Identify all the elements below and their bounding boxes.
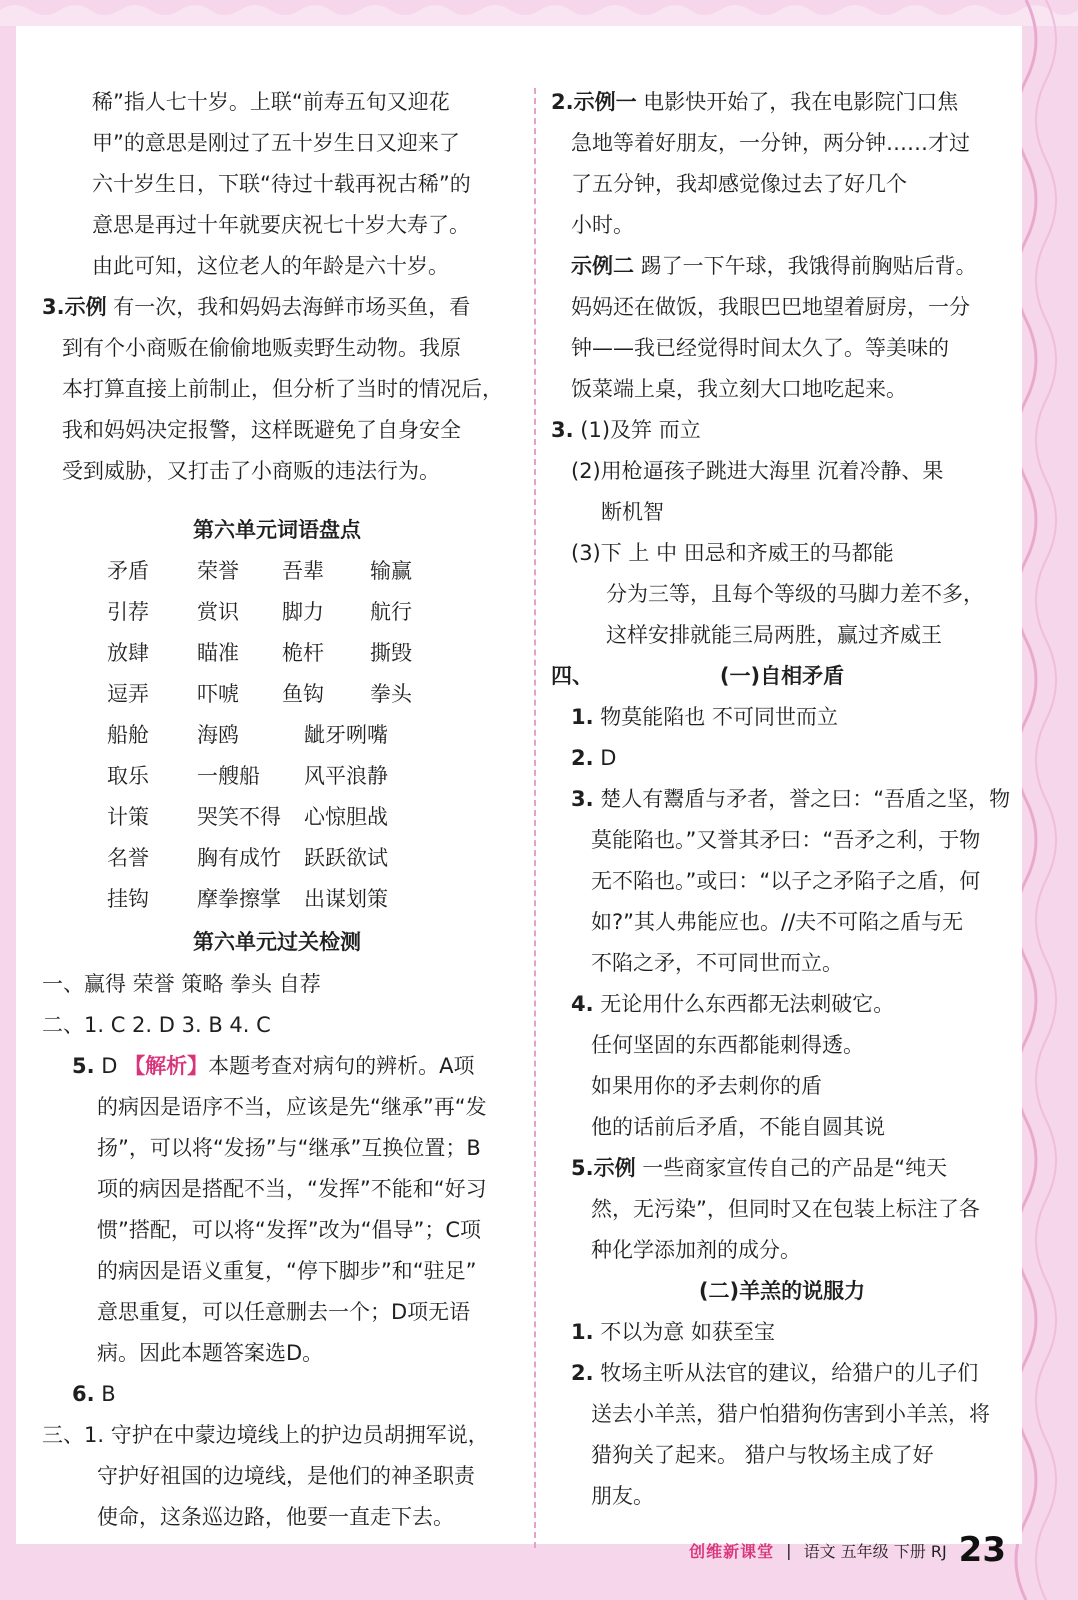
answer-line [551,82,958,123]
example-label: 示例 [64,295,107,319]
answer-line [42,964,321,1005]
answer-line [571,533,894,574]
line-text: 有一次，我和妈妈去海鲜市场买鱼，看 [106,295,471,319]
answer-line [62,369,503,410]
line-text: 意思重复，可以任意删去一个；D项无语 [97,1300,471,1324]
answer-line [571,697,838,738]
answer-line [571,246,977,287]
line-text: 楚人有鬻盾与矛者，誉之曰：“吾盾之坚，物 [593,787,1011,811]
answer-line [571,205,634,246]
answer-line [62,410,461,451]
line-text: 项的病因是搭配不当，“发挥”不能和“好习 [97,1177,487,1201]
line-text: 本打算直接上前制止，但分析了当时的情况后， [62,377,503,401]
answer-line [92,246,449,287]
line-text: 猎狗关了起来。 猎户与牧场主成了好 [591,1443,934,1467]
answer-line [72,1046,475,1087]
vocab-word: 摩拳擦掌 [197,887,281,911]
item-number: 3. [571,787,594,811]
item-number: 4. [571,992,594,1016]
item-number: 3. [42,295,65,319]
line-text: 牧场主听从法官的建议，给猎户的儿子们 [593,1361,979,1385]
line-text: 妈妈还在做饭，我眼巴巴地望着厨房，一分 [571,295,970,319]
answer-line [92,123,460,164]
line-text: (2)用枪逼孩子跳进大海里 沉着冷静、果 [571,459,944,483]
vocab-word: 取乐 [107,764,149,788]
line-text: 这样安排就能三局两胜，赢过齐威王 [606,623,942,647]
answer-line [591,1394,990,1435]
vocab-word: 荣誉 [197,559,239,583]
answer-line [62,328,461,369]
line-text: 不以为意 如获至宝 [593,1320,775,1344]
answer-line [591,1189,980,1230]
line-text: 意思是再过十年就要庆祝七十岁大寿了。 [92,213,470,237]
vocab-word: 逗弄 [107,682,149,706]
vocab-word: 心惊胆战 [304,805,388,829]
answer-line [62,451,440,492]
line-text: 守护好祖国的边境线，是他们的神圣职责 [97,1464,475,1488]
vocab-word: 放肆 [107,641,149,665]
vocab-word: 撕毁 [370,641,412,665]
answer-line [571,328,949,369]
line-text: 任何坚固的东西都能刺得透。 [591,1033,864,1057]
vocab-word: 哭笑不得 [197,805,281,829]
answer-line [571,287,970,328]
line-text: 踢了一下午球，我饿得前胸贴后背。 [634,254,977,278]
item-number: 5. [72,1054,95,1078]
answer-line [571,1148,947,1189]
book-info: 语文 五年级 下册 RJ [803,1541,947,1561]
vocab-word: 出谋划策 [304,887,388,911]
vocab-word: 拳头 [370,682,412,706]
decorative-top-border [0,0,1078,26]
vocab-word: 计策 [107,805,149,829]
line-text: 扬”，可以将“发扬”与“继承”互换位置；B [97,1136,481,1160]
answer-line [92,205,470,246]
answer-line [97,1128,481,1169]
example-label: 示例一 [573,90,637,114]
test-heading: 第六单元过关检测 [193,930,361,954]
line-text: 受到威胁，又打击了小商贩的违法行为。 [62,459,440,483]
vocab-heading: 第六单元词语盘点 [193,518,361,542]
vocab-word: 输赢 [370,559,412,583]
answer-line [97,1210,481,1251]
answer-line [591,820,980,861]
column-divider [534,88,536,1548]
answer-page [16,26,1022,1544]
answer-line [591,1230,801,1271]
vocab-word: 脚力 [282,600,324,624]
answer-line [97,1087,487,1128]
line-text: (1)及笄 而立 [573,418,701,442]
item-number: 1. [571,1320,594,1344]
line-text: B [94,1382,116,1406]
line-text: 朋友。 [591,1484,654,1508]
line-text: 我和妈妈决定报警，这样既避免了自身安全 [62,418,461,442]
answer-line [591,1435,934,1476]
line-text: 电影快开始了，我在电影院门口焦 [636,90,959,114]
line-text: 无不陷也。”或曰：“以子之矛陷子之盾，何 [591,869,981,893]
vocab-word: 赏识 [197,600,239,624]
line-text: 种化学添加剂的成分。 [591,1238,801,1262]
answer-line [601,492,664,533]
answer-line [571,451,943,492]
answer-line [591,943,843,984]
analysis-tag: 【解析】 [124,1054,209,1078]
line-text: 然，无污染”，但同时又在包装上标注了各 [591,1197,980,1221]
line-text: 如?”其人弗能应也。//夫不可陷之盾与无 [591,910,964,934]
item-number: 3. [551,418,574,442]
item-number: 2. [551,90,574,114]
vocab-word: 鱼钩 [282,682,324,706]
vocab-word: 船舱 [107,723,149,747]
answer-line [571,123,970,164]
line-text: (3)下 上 中 田忌和齐威王的马都能 [571,541,894,565]
line-text: 一些商家宣传自己的产品是“纯天 [635,1156,948,1180]
line-text: 急地等着好朋友，一分钟，两分钟……才过 [571,131,970,155]
line-text: 饭菜端上桌，我立刻大口地吃起来。 [571,377,907,401]
answer-line [591,902,963,943]
line-text: 六十岁生日，下联“待过十载再祝古稀”的 [92,172,471,196]
vocab-word: 一艘船 [197,764,260,788]
answer-line [571,779,1010,820]
line-text: 使命，这条巡边路，他要一直走下去。 [97,1505,454,1529]
answer-line [571,369,907,410]
vocab-word: 胸有成竹 [197,846,281,870]
vocab-word: 矛盾 [107,559,149,583]
item-number: 2. [571,1361,594,1385]
answer-line [591,861,980,902]
line-text: 的病因是语序不当，应该是先“继承”再“发 [97,1095,487,1119]
answer-line [92,82,450,123]
answer-line [97,1456,475,1497]
vocab-word: 桅杆 [282,641,324,665]
vocab-word: 龇牙咧嘴 [304,723,388,747]
brand-name: 创维新课堂 [689,1541,775,1561]
line-text: 惯”搭配，可以将“发挥”改为“倡导”；C项 [97,1218,482,1242]
answer-line [42,287,470,328]
answer-line [42,1415,489,1456]
line-text: 物莫能陷也 不可同世而立 [593,705,838,729]
answer-line [42,1005,271,1046]
vocab-word: 跃跃欲试 [304,846,388,870]
vocab-word: 挂钩 [107,887,149,911]
vocab-word: 航行 [370,600,412,624]
vocab-word: 海鸥 [197,723,239,747]
example-label: 示例二 [571,254,634,278]
answer-line [571,1353,978,1394]
line-text: 钟——我已经觉得时间太久了。等美味的 [571,336,949,360]
item-number: 5. [571,1156,594,1180]
answer-line [571,164,907,205]
answer-line [92,164,471,205]
page-number: 23 [958,1530,1006,1570]
vocab-word: 引荐 [107,600,149,624]
page-footer [689,1530,1006,1570]
answer-line [591,1476,654,1517]
answer-line [571,738,616,779]
line-text: 送去小羊羔，猎户怕猎狗伤害到小羊羔，将 [591,1402,990,1426]
item-number: 6. [72,1382,95,1406]
line-text: 病。因此本题答案选D。 [97,1341,324,1365]
answer-line [591,1066,822,1107]
answer-line [97,1333,323,1374]
line-text: D [94,1054,125,1078]
subsection-heading: (一)自相矛盾 [719,664,845,688]
line-text: 不陷之矛，不可同世而立。 [591,951,843,975]
subsection-heading: (二)羊羔的说服力 [698,1279,866,1303]
answer-line [571,1312,775,1353]
vocab-word: 风平浪静 [304,764,388,788]
section-four-label: 四、 [551,664,593,688]
answer-line [97,1497,454,1538]
item-number: 1. [571,705,594,729]
line-text: 甲”的意思是刚过了五十岁生日又迎来了 [92,131,460,155]
line-text: 了五分钟，我却感觉像过去了好几个 [571,172,907,196]
line-text: 一、赢得 荣誉 策略 拳头 自荐 [42,972,321,996]
line-text: 小时。 [571,213,634,237]
vocab-word: 名誉 [107,846,149,870]
line-text: 无论用什么东西都无法刺破它。 [593,992,895,1016]
example-label: 示例 [593,1156,636,1180]
answer-line [606,574,984,615]
vocab-word: 吾辈 [282,559,324,583]
footer-separator: | [786,1540,792,1560]
line-text: 本题考查对病句的辨析。A项 [208,1054,475,1078]
line-text: 他的话前后矛盾，不能自圆其说 [591,1115,885,1139]
vocab-word: 瞄准 [197,641,239,665]
line-text: 二、1. C 2. D 3. B 4. C [42,1013,271,1037]
line-text: 分为三等，且每个等级的马脚力差不多， [606,582,984,606]
line-text: 莫能陷也。”又誉其矛曰：“吾矛之利，于物 [591,828,981,852]
answer-line [591,1025,864,1066]
answer-line [551,410,701,451]
line-text: 到有个小商贩在偷偷地贩卖野生动物。我原 [62,336,461,360]
line-text: D [593,746,617,770]
answer-line [97,1169,487,1210]
line-text: 断机智 [601,500,664,524]
line-text: 的病因是语义重复，“停下脚步”和“驻足” [97,1259,477,1283]
line-text: 稀”指人七十岁。上联“前寿五旬又迎花 [92,90,450,114]
answer-line [97,1251,477,1292]
answer-line [606,615,942,656]
line-text: 如果用你的矛去刺你的盾 [591,1074,822,1098]
answer-line [72,1374,116,1415]
line-text: 由此可知，这位老人的年龄是六十岁。 [92,254,449,278]
item-number: 2. [571,746,594,770]
answer-line [97,1292,470,1333]
vocab-word: 吓唬 [197,682,239,706]
answer-line [591,1107,885,1148]
line-text: 三、1. 守护在中蒙边境线上的护边员胡拥军说， [42,1423,489,1447]
answer-line [571,984,894,1025]
